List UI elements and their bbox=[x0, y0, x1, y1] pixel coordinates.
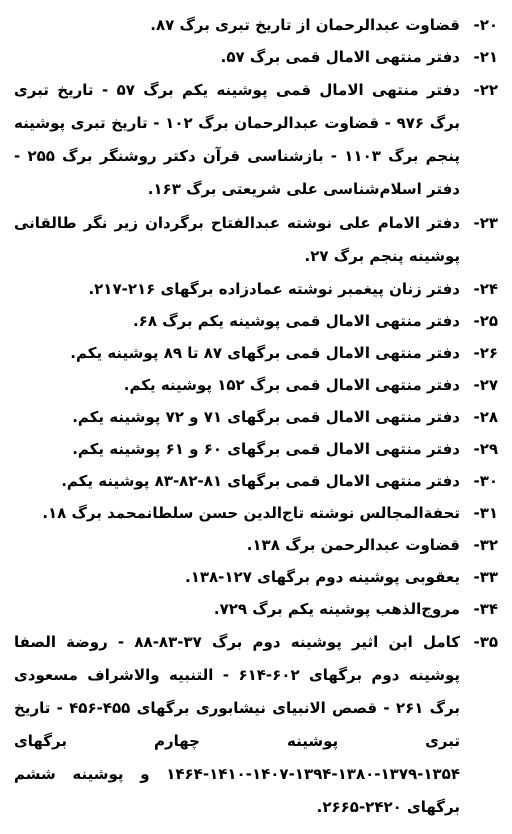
footnote-text: کامل ابن اثیر پوشینه دوم برگ ۳۷-۸۳-۸۸ - روضة الصفا پوشینه دوم برگهای ۶۰۲-۶۱۴ - التنبیه والاشراف مسعودی برگ ۲۶۱ - قصص الانبیای نیشابوری برگهای ۴۵۵-۴۵۶ - تاریخ تبری پوشینه چهارم برگهای ۱۳۵۴-۱۳۷۹-۱۳۸۰-۱۳۹۴-۱۴۰۷-۱۴۱۰-۱۴۶۴ و پوشینه ششم برگهای ۲۴۲۰-۲۶۶۵. bbox=[14, 633, 460, 816]
footnote-number: ۲۰- bbox=[473, 16, 498, 34]
footnote-text: قضاوت عبدالرحمان از تاریخ تبری برگ ۸۷. bbox=[150, 16, 460, 34]
footnote-entry bbox=[14, 338, 498, 369]
footnote-text: دفتر الامام علی نوشته عبدالفتاح برگردان زیر نگر طالقانی پوشینه پنجم برگ ۲۷. bbox=[14, 214, 460, 265]
footnote-entry bbox=[14, 370, 498, 401]
footnote-number: ۲۲- bbox=[473, 81, 498, 99]
footnote-number: ۲۱- bbox=[473, 48, 498, 66]
footnote-text: دفتر منتهی الامال قمی برگ ۱۵۲ پوشینه یکم. bbox=[123, 376, 460, 394]
footnote-entry bbox=[14, 42, 498, 73]
footnote-number: ۳۳- bbox=[473, 568, 498, 586]
footnote-text: دفتر منتهی الامال قمی برگ ۵۷. bbox=[220, 48, 460, 66]
footnote-text: قضاوت عبدالرحمن برگ ۱۳۸. bbox=[246, 536, 460, 554]
footnote-number: ۳۵- bbox=[473, 633, 498, 651]
footnote-number: ۲۸- bbox=[473, 408, 498, 426]
footnote-text: دفتر منتهی الامال قمی برگهای ۷۱ و ۷۲ پوشینه یکم. bbox=[72, 408, 460, 426]
footnote-text: دفتر منتهی الامال قمی برگهای ۸۷ تا ۸۹ پوشینه یکم. bbox=[70, 344, 460, 362]
footnote-entry bbox=[14, 594, 498, 625]
footnote-entry bbox=[14, 74, 498, 206]
footnote-number: ۳۲- bbox=[473, 536, 498, 554]
footnote-number: ۲۹- bbox=[473, 440, 498, 458]
footnote-entry bbox=[14, 466, 498, 497]
footnote-text: دفتر منتهی الامال قمی پوشینه یکم برگ ۵۷ - تاریخ تبری برگ ۹۷۶ - قضاوت عبدالرحمان برگ ۱۰۲ - تاریخ تبری پوشینه پنجم برگ ۱۱۰۳ - بازشناسی قرآن دکتر روشنگر برگ ۲۵۵ - دفتر اسلام‌شناسی علی شریعتی برگ ۱۶۳. bbox=[14, 81, 461, 198]
footnote-text: یعقوبی پوشینه دوم برگهای ۱۲۷-۱۳۸. bbox=[185, 568, 460, 586]
footnote-text: دفتر منتهی الامال قمی برگهای ۶۰ و ۶۱ پوشینه یکم. bbox=[72, 440, 460, 458]
footnote-entry bbox=[14, 274, 498, 305]
footnote-number: ۳۴- bbox=[473, 600, 498, 618]
footnote-text: دفتر منتهی الامال قمی برگهای ۸۱-۸۲-۸۳ پوشینه یکم. bbox=[61, 472, 460, 490]
footnote-number: ۲۷- bbox=[473, 376, 498, 394]
footnote-entry bbox=[14, 498, 498, 529]
footnote-entry bbox=[14, 626, 498, 824]
footnote-entry bbox=[14, 306, 498, 337]
footnote-entry bbox=[14, 207, 498, 273]
footnote-number: ۳۰- bbox=[473, 472, 498, 490]
footnote-text: تحفة‌المجالس نوشته تاج‌الدین حسن سلطانمحمد برگ ۱۸. bbox=[42, 504, 460, 522]
footnote-text: دفتر منتهی الامال قمی پوشینه یکم برگ ۶۸. bbox=[132, 312, 460, 330]
footnote-number: ۲۵- bbox=[473, 312, 498, 330]
footnote-number: ۲۶- bbox=[473, 344, 498, 362]
footnote-number: ۳۱- bbox=[473, 504, 498, 522]
footnote-number: ۲۳- bbox=[473, 214, 498, 232]
footnote-entry bbox=[14, 562, 498, 593]
footnote-entry bbox=[14, 530, 498, 561]
footnote-number: ۲۴- bbox=[473, 280, 498, 298]
footnote-entry bbox=[14, 434, 498, 465]
footnote-text: مروج‌الذهب پوشینه یکم برگ ۷۲۹. bbox=[213, 600, 460, 618]
footnote-entry bbox=[14, 10, 498, 41]
footnote-entry bbox=[14, 402, 498, 433]
footnote-text: دفتر زنان پیغمبر نوشته عمادزاده برگهای ۲۱۶-۲۱۷. bbox=[88, 280, 460, 298]
